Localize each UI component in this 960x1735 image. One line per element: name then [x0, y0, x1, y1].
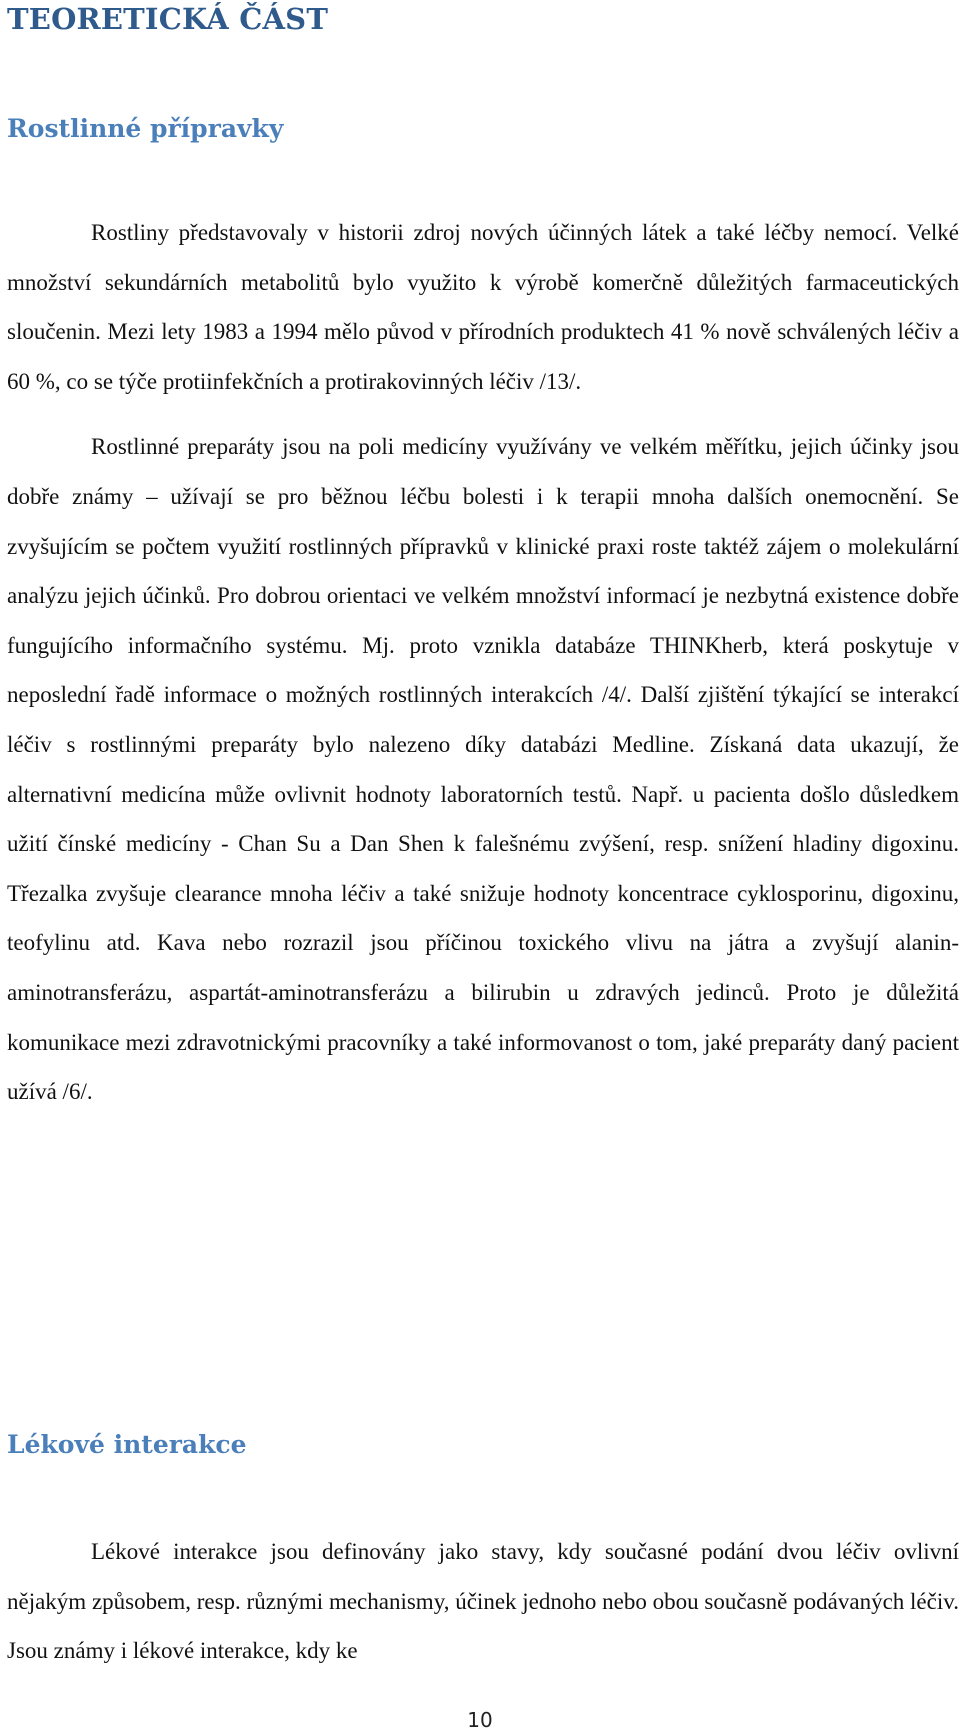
section-title-rostlinne-pripravky: Rostlinné přípravky — [7, 114, 284, 143]
paragraph: Rostliny představovaly v historii zdroj nových účinných látek a také léčby nemocí. Velké množství sekundárních metabolitů bylo využito k výrobě komerčně důležitých farmaceutických sloučenin. Mezi lety 1983 a 1994 mělo původ v přírodních produktech 41 % nově schválených léčiv a 60 %, co se týče protiinfekčních a protirakovinných léčiv /13/. — [7, 220, 959, 394]
page-number: 10 — [467, 1708, 493, 1732]
paragraph: Rostlinné preparáty jsou na poli medicíny využívány ve velkém měřítku, jejich účinky jsou dobře známy – užívají se pro běžnou léčbu bolesti i k terapii mnoha dalších onemocnění. Se zvyšujícím se počtem využití rostlinných přípravků v klinické praxi roste taktéž zájem o molekulární analýzu jejich účinků. Pro dobrou orientaci ve velkém množství informací je nezbytná existence dobře fungujícího informačního systému. Mj. proto vznikla databáze THINKherb, která poskytuje v neposlední řadě informace o možných rostlinných interakcích /4/. Další zjištění týkající se interakcí léčiv s rostlinnými preparáty bylo nalezeno díky databázi Medline. Získaná data ukazují, že alternativní medicína může ovlivnit hodnoty laboratorních testů. Např. u pacienta došlo důsledkem užití čínské medicíny - Chan Su a Dan Shen k falešnému zvýšení, resp. snížení hladiny digoxinu. Třezalka zvyšuje clearance mnoha léčiv a také snižuje hodnoty koncentrace cyklosporinu, digoxinu, teofylinu atd. Kava nebo rozrazil jsou příčinou toxického vlivu na játra a zvyšují alanin-aminotransferázu, aspartát-aminotransferázu a bilirubin u zdravých jedinců. Proto je důležitá komunikace mezi zdravotnickými pracovníky a také informovanost o tom, jaké preparáty daný pacient užívá /6/. — [7, 434, 959, 1105]
section-body-lekove-interakce — [7, 1527, 959, 1676]
section-body-rostlinne-pripravky — [7, 208, 959, 1117]
chapter-title: TEORETICKÁ ČÁST — [7, 2, 329, 36]
paragraph: Lékové interakce jsou definovány jako stavy, kdy současné podání dvou léčiv ovlivní nějakým způsobem, resp. různými mechanismy, účinek jednoho nebo obou současně podávaných léčiv. Jsou známy i lékové interakce, kdy ke — [7, 1539, 959, 1664]
section-title-lekove-interakce: Lékové interakce — [7, 1430, 247, 1459]
